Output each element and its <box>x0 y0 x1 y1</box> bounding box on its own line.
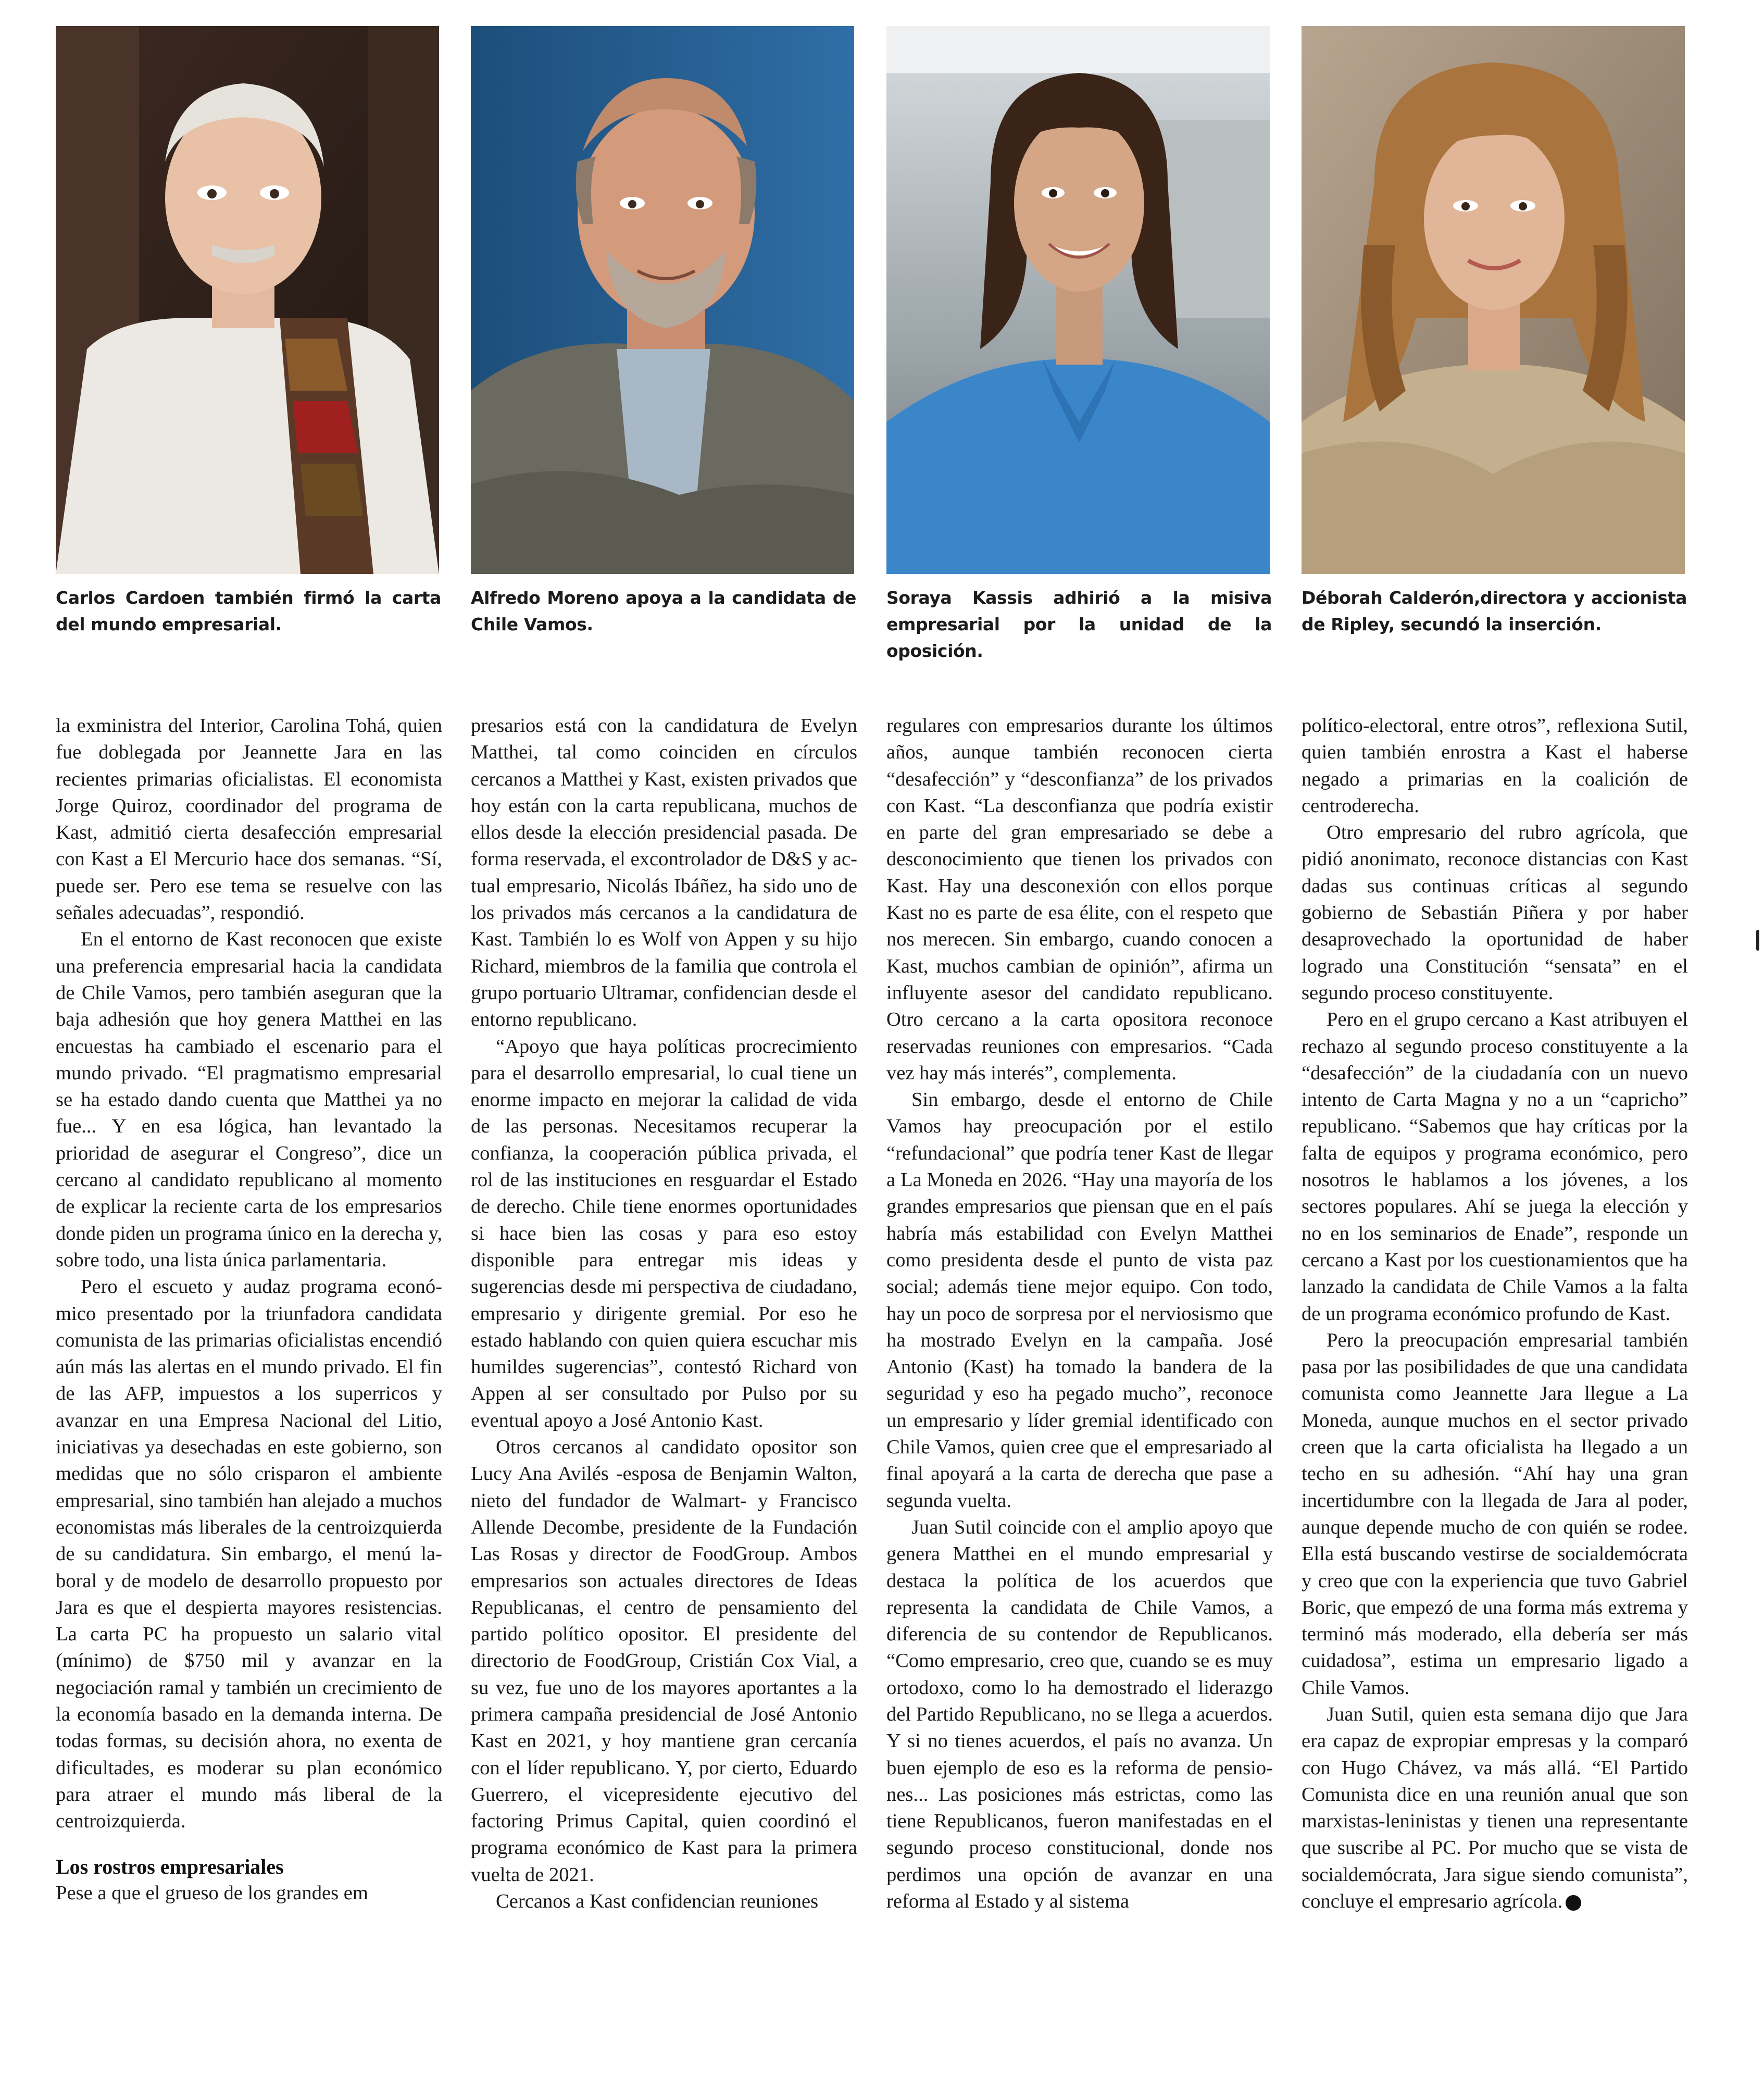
paragraph: En el entorno de Kast reconocen que existe una preferencia empresarial hacia la candidata de Chile Vamos, pero también aseguran que la baja adhesión que hoy genera Matthei en las encuestas ha cambiado el escenario para el mundo privado. “El pragmatismo empresarial se ha estado dando cuenta que Matthei ya no fue... Y en esa lógica, han levantado la prioridad de asegurar el Congreso”, dice un cercano al candidato republicano al momento de explicar la reciente carta de los empresarios donde piden un programa único en la derecha y, sobre todo, una lista única parlamentaria. <box>56 928 442 1271</box>
paragraph: Cercanos a Kast confidencian reuniones <box>496 1890 819 1913</box>
article-column-1 <box>56 713 442 1907</box>
portrait-soraya-kassis-icon <box>886 26 1270 574</box>
photo-deborah-calderon <box>1302 26 1685 574</box>
article-column-4 <box>1302 713 1688 1915</box>
portrait-alfredo-moreno-icon <box>471 26 854 574</box>
paragraph: Otros cercanos al candidato opositor son Lucy Ana Avilés -esposa de Benjamin Walton, nieto del fundador de Walmart- y Francisco Allende Decombe, presidente de la Fundación Las Rosas y director de FoodGroup. Ambos empresarios son actuales directores de Ideas Republicanas, el centro de pensamiento del partido político opositor. El presidente del directorio de FoodGroup, Cristián Cox Vial, a su vez, fue uno de los mayores aportantes a la primera campaña presidencial de José Antonio Kast en 2021, y hoy mantiene gran cercanía con el líder republicano. Y, por cierto, Eduardo Guerrero, el vicepresidente ejecutivo del factoring Primus Capital, quien coordinó el programa económico de Kast para la primera vuelta de 2021. <box>471 1436 857 1886</box>
paragraph: político-electoral, entre otros”, reflexiona Sutil, quien también enrostra a Kast el haberse negado a primarias en la coalición de centroderecha. <box>1302 715 1688 817</box>
paragraph: la exministra del Interior, Carolina Tohá, quien fue doblegada por Jeannette Jara en las recientes primarias oficialistas. El economista Jorge Quiroz, coordinador del programa de Kast, admitió cierta desafección empresarial con Kast a El Mercurio hace dos semanas. “Sí, puede ser. Pero ese tema se resuelve con las señales adecuadas”, respondió. <box>56 715 442 924</box>
paragraph: Pero la preocupación empresarial también pasa por las posibilidades de que una candidata comunista como Jeannette Jara llegue a La Moneda, aunque muchos en el sector privado creen que la carta oficialista ha llegado a un techo en su adhesión. “Ahí hay una gran incertidumbre con la llegada de Jara al poder, aunque depende mucho de con quién se rodee. Ella está buscando vestirse de socialdemócrata y creo que con la experiencia que tuvo Gabriel Boric, que empezó de una forma más extrema y terminó más moderado, ella debería ser más cuidadosa”, estima un empresario ligado a Chile Vamos. <box>1302 1329 1688 1699</box>
paragraph: presarios está con la candidatura de Evelyn Matthei, tal como coinciden en círculos cercanos a Matthei y Kast, existen privados que hoy están con la carta republicana, muchos de ellos desde la elección presidencial pasada. De forma reservada, el excontrolador de D&S y actual empresario, Nicolás Ibáñez, ha sido uno de los privados más cercanos a la candidatura de Kast. También lo es Wolf von Appen y su hijo Richard, miembros de la familia que controla el grupo portuario Ultramar, confidencian desde el entorno republicano. <box>471 715 857 1031</box>
section-subheading: Los rostros empresariales <box>56 1855 284 1879</box>
page-edge-mark <box>1756 930 1759 951</box>
paragraph: Pero en el grupo cercano a Kast atribuyen el rechazo al segundo proceso constituyente a la “desafección” de la ciudadanía con un nuevo intento de Carta Magna y no a un “capricho” republicano. “Sabemos que hay críticas por la falta de equipos y programa económico, pero nosotros le hablamos a los jóvenes, a los sectores populares. Ahí se juega la elección y no en los seminarios de Enade”, responde un cercano a Kast por los cuestionamientos que ha lanzado la candidata de Chile Vamos a la falta de un programa económico profundo de Kast. <box>1302 1008 1688 1325</box>
article-column-2 <box>471 713 857 1915</box>
paragraph: Pero el escueto y audaz programa económico presentado por la triunfadora candidata comunista de las primarias oficialistas encendió aún más las alertas en el mundo privado. El fin de las AFP, impuestos a los superricos y avanzar en una Empresa Nacional del Litio, iniciativas ya desechadas en este gobierno, son medidas que no sólo crisparon el ambiente empresarial, sino también han alejado a muchos economistas más liberales de la centroizquierda de su candidatura. Sin embargo, el menú laboral y de modelo de desarrollo propuesto por Jara es que el despierta mayores resistencias. La carta PC ha propuesto un salario vital (mínimo) de $750 mil y avanzar en la negociación ramal y también un crecimiento de la economía basado en la demanda interna. De todas formas, su decisión ahora, no exenta de dificultades, es moderar su plan económico para atraer el mundo más liberal de la centroizquierda. <box>56 1276 442 1833</box>
paragraph: “Apoyo que haya políticas procrecimiento para el desarrollo empresarial, lo cual tiene un enorme impacto en mejorar la calidad de vida de las personas. Necesitamos recuperar la confianza, la cooperación pública privada, el rol de las instituciones en resguardar el Estado de derecho. Chile tiene enormes oportunidades si hace bien las cosas y para eso estoy disponible para entregar mis ideas y sugerencias desde mi perspectiva de ciudadano, empresario y dirigente gremial. Por eso he estado hablando con quien quiera escuchar mis humildes sugerencias”, contestó Richard von Appen al ser consultado por Pulso por su eventual apoyo a José Antonio Kast. <box>471 1035 857 1431</box>
paragraph: Juan Sutil coincide con el amplio apoyo que genera Matthei en el mundo empresarial y destaca la política de los acuerdos que representa la candidata de Chile Vamos, a diferencia de su contendor de Republicanos. “Como empresario, creo que, cuando se es muy ortodoxo, como lo ha demostrado el liderazgo del Partido Republicano, no se llega a acuerdos. Y si no tienes acuerdos, el país no avanza. Un buen ejemplo de eso es la reforma de pensiones... Las posiciones más estrictas, como las tiene Republicanos, fueron manifestadas en el segundo proceso constitucional, donde nos perdimos una opción de avanzar en una reforma al Estado y al sistema <box>886 1516 1273 1913</box>
paragraph: Otro empresario del rubro agrícola, que pidió anonimato, reconoce distancias con Kast dadas sus continuas críticas al segundo gobierno de Sebastián Piñera y por haber desaprovechado la oportunidad de haber logrado una Constitución “sensata” en el segundo proceso constituyente. <box>1302 821 1688 1004</box>
article-column-3 <box>886 713 1273 1915</box>
paragraph-text: Juan Sutil, quien esta semana dijo que Jara era capaz de expropiar empresas y la comparó con Hugo Chávez, va más allá. “El Partido Comunista dice en una reunión anual que son marxistas-leninistas y tienen una representante que suscribe al PC. Por mucho que se vista de socialdemócrata, Jara sigue siendo comunista”, concluye el empresario agrícola. <box>1302 1703 1688 1913</box>
end-mark-icon: P <box>1566 1895 1581 1911</box>
photo-caption: Déborah Calderón,directora y accionista de Ripley, secundó la inserción. <box>1302 588 1687 634</box>
paragraph: Sin embargo, desde el entorno de Chile Vamos hay preocupación por el estilo “refundacional” que podría tener Kast de llegar a La Moneda en 2026. “Hay una mayoría de los grandes empresarios que piensan que en el país habría más estabilidad con Evelyn Matthei como presidenta desde el punto de vista paz social; además tiene mejor equipo. Con todo, hay un poco de sorpresa por el nerviosismo que ha mostrado Evelyn en la campaña. José Antonio (Kast) ha tomado la bandera de la seguridad y eso ha pegado mucho”, reconoce un empresario y líder gremial identificado con Chile Vamos, quien cree que el empresariado al final apoyará a la carta de derecha que pase a segunda vuelta. <box>886 1089 1273 1512</box>
photo-alfredo-moreno <box>471 26 854 574</box>
photo-caption: Soraya Kassis adhirió a la misiva empresarial por la unidad de la oposición. <box>886 588 1272 661</box>
paragraph: Pese a que el grueso de los grandes em <box>56 1882 368 1904</box>
paragraph: regulares con empresarios durante los últimos años, aunque también reconocen cierta “desafección” y “desconfianza” de los privados con Kast. “La desconfianza que podría existir en parte del gran empresariado se debe a desconocimiento que tienen los privados con Kast. Hay una desconexión con ellos porque Kast no es parte de esa élite, con el respeto que nos merecen. Sin embargo, cuando conocen a Kast, muchos cambian de opinión”, afirma un influyente asesor del candidato republicano. Otro cercano a la carta opositora reconoce reservadas reuniones con empresarios. “Cada vez hay más interés”, complementa. <box>886 715 1273 1084</box>
photo-soraya-kassis <box>886 26 1270 574</box>
portrait-carlos-cardoen-icon <box>56 26 439 574</box>
paragraph <box>1302 1701 1688 1915</box>
portrait-deborah-calderon-icon <box>1302 26 1685 574</box>
photo-caption: Alfredo Moreno apoya a la candidata de Chile Vamos. <box>471 588 856 634</box>
photo-carlos-cardoen <box>56 26 439 574</box>
photo-caption: Carlos Cardoen también firmó la carta del mundo empresarial. <box>56 588 441 634</box>
